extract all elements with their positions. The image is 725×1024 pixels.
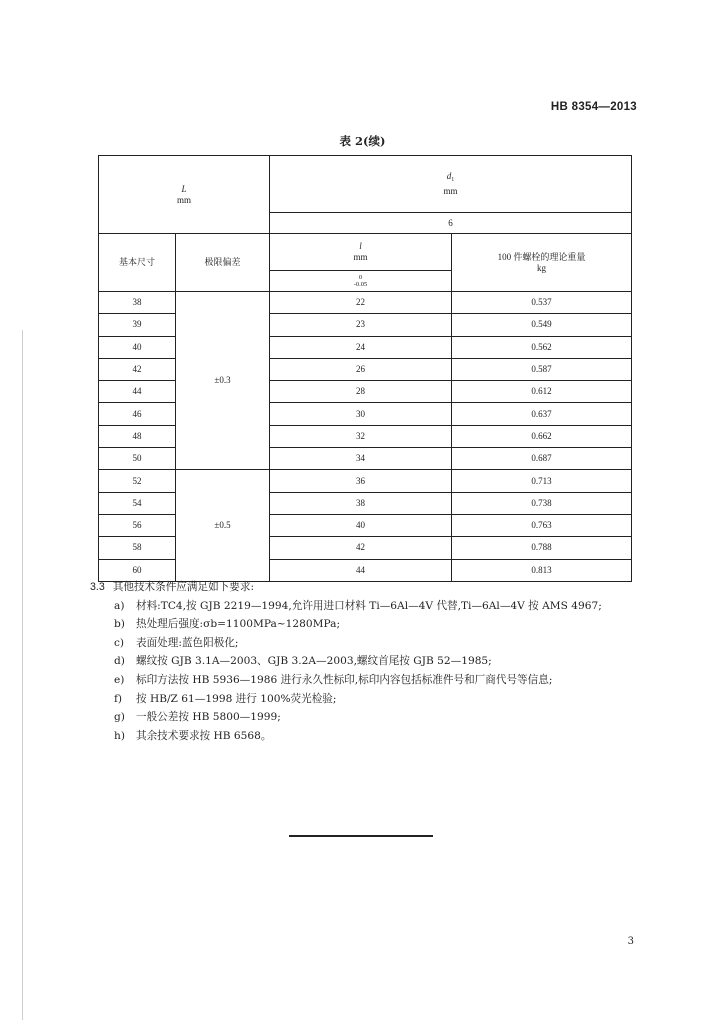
l-value-cell: 38 bbox=[270, 492, 452, 514]
requirement-item bbox=[90, 634, 650, 653]
l-value-cell: 42 bbox=[270, 537, 452, 559]
weight-cell: 0.813 bbox=[452, 559, 632, 581]
technical-requirements bbox=[90, 578, 650, 745]
table-row bbox=[99, 292, 632, 314]
l-tol-lower: -0.05 bbox=[353, 280, 368, 288]
requirement-label: e) bbox=[114, 673, 125, 686]
weight-header bbox=[452, 234, 632, 292]
l-value-cell: 23 bbox=[270, 314, 452, 336]
requirement-text: 螺纹按 GJB 3.1A—2003、GJB 3.2A—2003,螺纹首尾按 GJB 52—1985; bbox=[136, 655, 492, 668]
table-row bbox=[99, 470, 632, 492]
requirement-item bbox=[90, 727, 650, 746]
requirement-text: 其余技术要求按 HB 6568。 bbox=[136, 729, 272, 742]
d1-unit: mm bbox=[443, 186, 458, 196]
l-symbol: l bbox=[359, 241, 362, 251]
basic-size-cell: 40 bbox=[99, 336, 176, 358]
l-value-cell: 40 bbox=[270, 514, 452, 536]
weight-cell: 0.612 bbox=[452, 381, 632, 403]
weight-cell: 0.738 bbox=[452, 492, 632, 514]
d1-value: 6 bbox=[270, 213, 632, 234]
table-title: 表 2(续) bbox=[339, 134, 386, 148]
l-value-cell: 26 bbox=[270, 358, 452, 380]
requirement-item bbox=[90, 652, 650, 671]
basic-size-cell: 52 bbox=[99, 470, 176, 492]
table-header-row bbox=[99, 156, 632, 213]
requirement-text: 标印方法按 HB 5936—1986 进行永久性标印,标印内容包括标准件号和厂商代号等信息; bbox=[136, 673, 553, 686]
requirement-label: f) bbox=[114, 692, 123, 705]
l-value-cell: 32 bbox=[270, 425, 452, 447]
document-code: HB 8354—2013 bbox=[550, 101, 637, 113]
basic-size-cell: 58 bbox=[99, 537, 176, 559]
l-header bbox=[270, 234, 452, 271]
requirement-item bbox=[90, 597, 650, 616]
requirement-item bbox=[90, 671, 650, 690]
col-limit-deviation: 极限偏差 bbox=[176, 234, 270, 292]
L-unit: mm bbox=[177, 194, 192, 205]
weight-unit: kg bbox=[537, 262, 547, 273]
weight-cell: 0.788 bbox=[452, 537, 632, 559]
requirement-item bbox=[90, 690, 650, 709]
weight-cell: 0.549 bbox=[452, 314, 632, 336]
page-edge-line bbox=[22, 330, 23, 1020]
requirement-text: 表面处理:蓝色阳极化; bbox=[136, 636, 239, 649]
limit-deviation-cell: ±0.3 bbox=[176, 292, 270, 470]
requirement-label: d) bbox=[114, 655, 125, 668]
l-value-cell: 24 bbox=[270, 336, 452, 358]
requirement-item bbox=[90, 708, 650, 727]
d1-header bbox=[270, 156, 632, 213]
requirement-item bbox=[90, 615, 650, 634]
l-value-cell: 28 bbox=[270, 381, 452, 403]
weight-cell: 0.687 bbox=[452, 448, 632, 470]
l-value-cell: 30 bbox=[270, 403, 452, 425]
basic-size-cell: 42 bbox=[99, 358, 176, 380]
basic-size-cell: 54 bbox=[99, 492, 176, 514]
weight-cell: 0.662 bbox=[452, 425, 632, 447]
L-symbol: L bbox=[181, 183, 187, 194]
limit-deviation-cell: ±0.5 bbox=[176, 470, 270, 581]
l-tol-upper: 0 bbox=[358, 273, 363, 281]
weight-cell: 0.637 bbox=[452, 403, 632, 425]
requirement-label: b) bbox=[114, 618, 125, 631]
l-unit: mm bbox=[353, 252, 368, 262]
L-header bbox=[99, 156, 270, 234]
weight-cell: 0.537 bbox=[452, 292, 632, 314]
basic-size-cell: 44 bbox=[99, 381, 176, 403]
col-basic-size: 基本尺寸 bbox=[99, 234, 176, 292]
section-heading-text: 其他技术条件应满足如下要求: bbox=[112, 581, 255, 593]
l-tolerance bbox=[270, 271, 452, 292]
page-number: 3 bbox=[627, 936, 634, 947]
weight-cell: 0.587 bbox=[452, 358, 632, 380]
basic-size-cell: 50 bbox=[99, 448, 176, 470]
d1-symbol: d bbox=[446, 171, 452, 181]
requirement-label: h) bbox=[114, 729, 125, 742]
basic-size-cell: 60 bbox=[99, 559, 176, 581]
requirement-label: c) bbox=[114, 636, 125, 649]
bolt-dimension-table bbox=[98, 155, 632, 582]
l-value-cell: 22 bbox=[270, 292, 452, 314]
l-value-cell: 34 bbox=[270, 448, 452, 470]
l-value-cell: 36 bbox=[270, 470, 452, 492]
requirement-label: a) bbox=[114, 599, 125, 612]
requirement-text: 热处理后强度:σb=1100MPa~1280MPa; bbox=[136, 618, 341, 631]
section-heading bbox=[90, 578, 650, 597]
weight-cell: 0.713 bbox=[452, 470, 632, 492]
weight-cell: 0.562 bbox=[452, 336, 632, 358]
weight-cell: 0.763 bbox=[452, 514, 632, 536]
basic-size-cell: 48 bbox=[99, 425, 176, 447]
basic-size-cell: 56 bbox=[99, 514, 176, 536]
end-of-text-rule bbox=[289, 835, 433, 837]
column-header-row bbox=[99, 234, 632, 271]
requirement-text: 一般公差按 HB 5800—1999; bbox=[136, 711, 281, 724]
requirement-text: 材料:TC4,按 GJB 2219—1994,允许用进口材料 Ti—6Al—4V 代替,Ti—6Al—4V 按 AMS 4967; bbox=[136, 599, 602, 612]
requirement-text: 按 HB/Z 61—1998 进行 100%荧光检验; bbox=[136, 692, 337, 705]
weight-label: 100 件螺栓的理论重量 bbox=[497, 251, 586, 262]
section-number: 3.3 bbox=[90, 581, 105, 593]
l-value-cell: 44 bbox=[270, 559, 452, 581]
basic-size-cell: 46 bbox=[99, 403, 176, 425]
requirement-label: g) bbox=[114, 711, 125, 724]
basic-size-cell: 39 bbox=[99, 314, 176, 336]
d1-subscript: 1 bbox=[451, 177, 455, 183]
basic-size-cell: 38 bbox=[99, 292, 176, 314]
